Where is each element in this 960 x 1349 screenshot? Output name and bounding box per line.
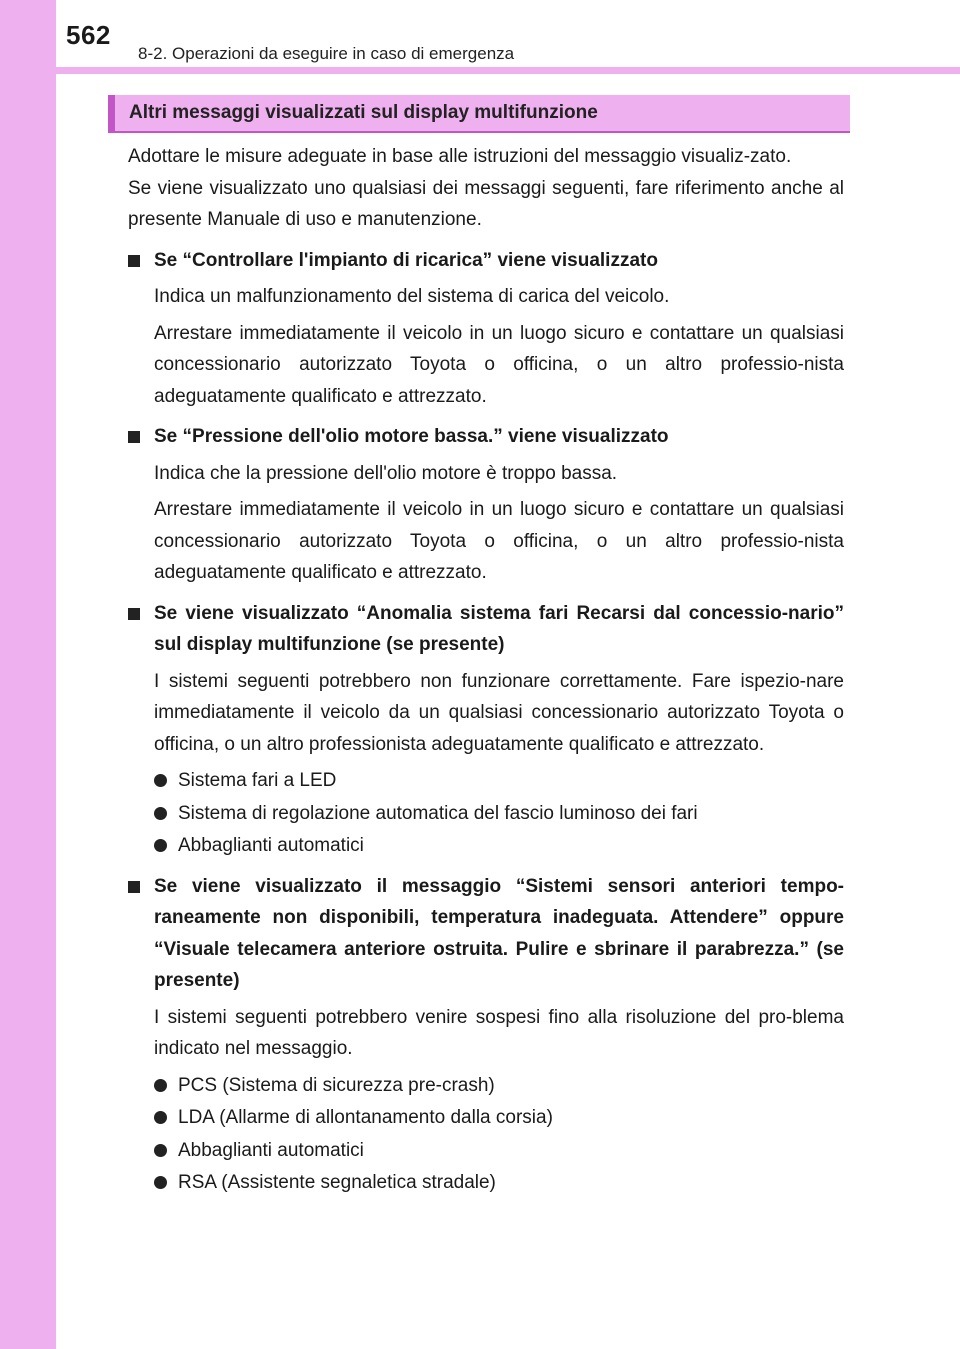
round-bullet-icon	[154, 774, 167, 787]
system-list-item	[154, 798, 844, 830]
message-item-paragraph: I sistemi seguenti potrebbero non funzionare correttamente. Fare ispezio-nare immediatamente il veicolo da un qualsiasi concessionario autorizzato Toyota o officina, o un altro professionista adeguatamente qualificato e attrezzato.	[154, 670, 844, 755]
message-item-title-text: Se “Pressione dell'olio motore bassa.” viene visualizzato	[154, 426, 669, 447]
system-list	[154, 765, 844, 862]
round-bullet-icon	[154, 1111, 167, 1124]
message-item-paragraph: I sistemi seguenti potrebbero venire sospesi fino alla risoluzione del pro-blema indicato nel messaggio.	[154, 1006, 844, 1059]
system-list-item-text: Sistema di regolazione automatica del fascio luminoso dei fari	[178, 802, 698, 824]
system-list-item-text: Abbaglianti automatici	[178, 835, 364, 856]
square-bullet-icon	[128, 431, 140, 443]
page-number: 562	[66, 20, 111, 50]
message-item-title	[128, 245, 844, 277]
heading-underline	[108, 131, 850, 133]
message-item-paragraph: Indica un malfunzionamento del sistema di carica del veicolo.	[154, 286, 670, 307]
round-bullet-icon	[154, 807, 167, 820]
message-item-title-text: Se viene visualizzato il messaggio “Sistemi sensori anteriori tempo-raneamente non disponibili, temperatura inadeguata. Attendere” oppure “Visuale telecamera anteriore ostruita. Pulire e sbrinare il parabrezza.” (se presente)	[154, 875, 844, 991]
message-item	[128, 871, 844, 1199]
round-bullet-icon	[154, 839, 167, 852]
message-item-title	[128, 598, 844, 661]
message-item-title-text: Se viene visualizzato “Anomalia sistema fari Recarsi dal concessio-nario” sul display multifunzione (se presente)	[154, 602, 844, 655]
system-list-item-text: PCS (Sistema di sicurezza pre-crash)	[178, 1074, 495, 1096]
section-heading: Altri messaggi visualizzati sul display multifunzione	[129, 102, 598, 123]
message-item-body	[128, 666, 844, 862]
system-list-item	[154, 1135, 844, 1167]
system-list-item	[154, 1167, 844, 1199]
content-body	[128, 141, 844, 1200]
message-item-title-text: Se “Controllare l'impianto di ricarica” viene visualizzato	[154, 249, 658, 271]
system-list-item-text: Abbaglianti automatici	[178, 1139, 364, 1161]
square-bullet-icon	[128, 255, 140, 267]
left-margin-band	[0, 0, 56, 1349]
message-item-paragraph: Indica che la pressione dell'olio motore è troppo bassa.	[154, 462, 618, 484]
system-list-item	[154, 830, 844, 862]
intro-paragraph: Se viene visualizzato uno qualsiasi dei messaggi seguenti, fare riferimento anche al presente Manuale di uso e manutenzione.	[128, 177, 844, 230]
system-list-item-text: LDA (Allarme di allontanamento dalla corsia)	[178, 1107, 553, 1128]
message-item-paragraph: Arrestare immediatamente il veicolo in un luogo sicuro e contattare un qualsiasi concessionario autorizzato Toyota o officina, o un altro professio-nista adeguatamente qualificato e attrezzato.	[154, 322, 844, 407]
message-item	[128, 598, 844, 862]
square-bullet-icon	[128, 881, 140, 893]
message-item-body	[128, 458, 844, 589]
section-heading-bar	[108, 95, 850, 131]
round-bullet-icon	[154, 1144, 167, 1157]
message-item-body	[128, 281, 844, 412]
system-list-item	[154, 765, 844, 797]
message-item	[128, 245, 844, 413]
system-list-item	[154, 1070, 844, 1102]
system-list	[154, 1070, 844, 1199]
message-item-title	[128, 421, 844, 453]
system-list-item	[154, 1102, 844, 1134]
section-title: 8-2. Operazioni da eseguire in caso di emergenza	[138, 44, 515, 63]
header-rule	[0, 67, 960, 74]
system-list-item-text: RSA (Assistente segnaletica stradale)	[178, 1172, 496, 1193]
intro-paragraph: Adottare le misure adeguate in base alle istruzioni del messaggio visualiz-zato.	[128, 146, 792, 167]
message-item-title	[128, 871, 844, 997]
square-bullet-icon	[128, 608, 140, 620]
message-item-body	[128, 1002, 844, 1199]
message-item	[128, 421, 844, 589]
message-item-paragraph: Arrestare immediatamente il veicolo in un luogo sicuro e contattare un qualsiasi concessionario autorizzato Toyota o officina, o un altro professio-nista adeguatamente qualificato e attrezzato.	[154, 499, 844, 583]
round-bullet-icon	[154, 1176, 167, 1189]
round-bullet-icon	[154, 1079, 167, 1092]
system-list-item-text: Sistema fari a LED	[178, 770, 337, 791]
